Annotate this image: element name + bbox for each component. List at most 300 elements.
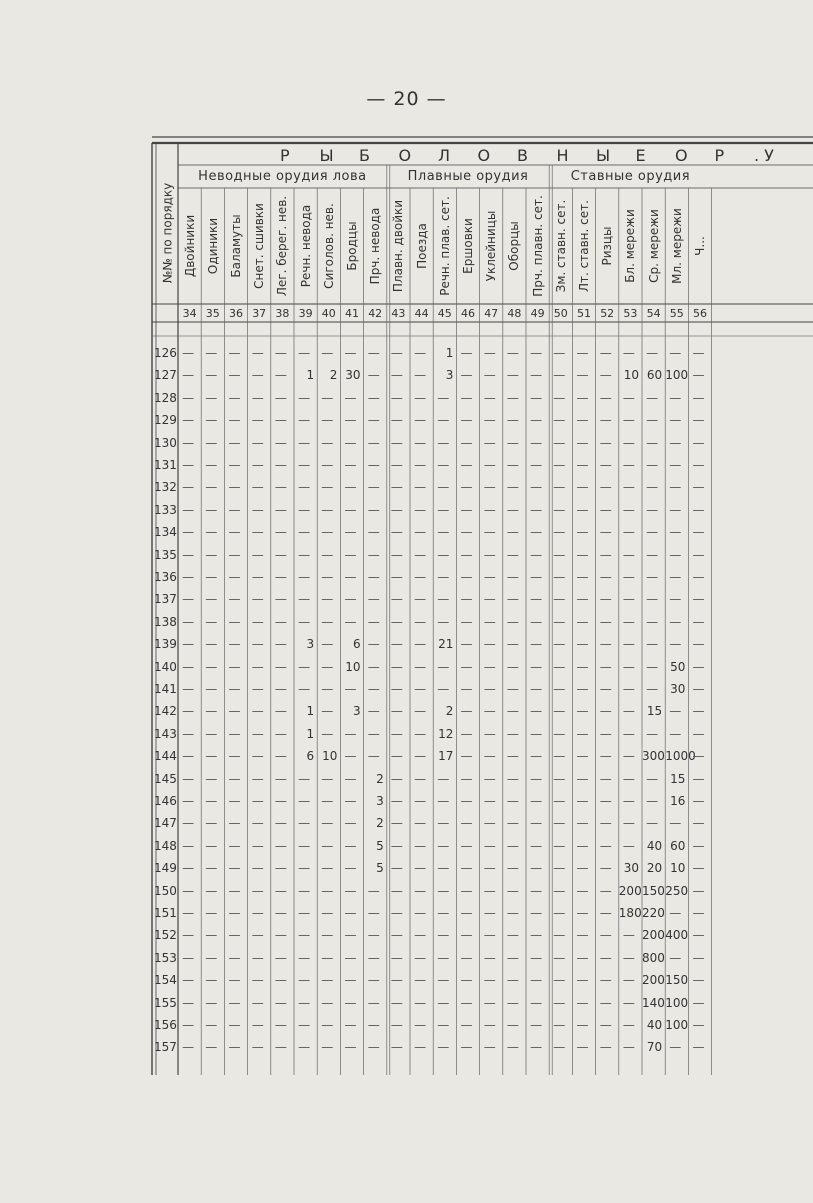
table-cell-value: 180 (618, 906, 642, 920)
table-cell-empty: — (390, 682, 403, 696)
table-cell-empty: — (182, 659, 195, 674)
table-cell-empty: — (321, 525, 334, 540)
table-cell-empty: — (182, 995, 195, 1010)
table-cell-value: 30 (623, 861, 639, 876)
table-cell-empty: — (669, 950, 682, 965)
band-title-letter: Р (280, 146, 290, 165)
table-cell-empty: — (553, 928, 566, 943)
table-cell-empty: — (182, 637, 195, 652)
column-number: 51 (576, 307, 591, 320)
table-cell-empty: — (599, 682, 612, 696)
table-cell-empty: — (390, 525, 403, 540)
table-cell-value: 1 (306, 704, 315, 719)
table-cell-empty: — (205, 614, 218, 629)
table-cell-empty: — (344, 480, 357, 495)
table-cell-empty: — (321, 346, 334, 360)
table-cell-empty: — (622, 390, 635, 405)
table-cell-empty: — (530, 883, 543, 898)
column-header: Оборцы (507, 221, 522, 271)
table-cell-empty: — (576, 704, 589, 719)
table-cell-empty: — (182, 704, 195, 719)
table-cell-empty: — (692, 390, 705, 405)
table-cell-empty: — (483, 570, 496, 584)
table-cell-empty: — (182, 413, 195, 428)
table-cell-empty: — (251, 614, 264, 629)
table-cell-empty: — (599, 435, 612, 450)
table-cell-empty: — (646, 794, 659, 808)
table-cell-empty: — (298, 614, 311, 629)
table-cell-empty: — (298, 861, 311, 876)
table-cell-empty: — (622, 794, 635, 808)
table-cell-empty: — (205, 973, 218, 988)
table-cell-empty: — (344, 614, 357, 629)
table-cell-empty: — (321, 458, 334, 472)
table-cell-empty: — (460, 435, 473, 450)
table-cell-empty: — (205, 749, 218, 764)
table-cell-empty: — (414, 883, 427, 898)
table-cell-empty: — (228, 749, 241, 764)
table-cell-value: 15 (670, 771, 686, 786)
row-number: 130 (154, 435, 177, 450)
table-cell-empty: — (553, 413, 566, 428)
table-cell-value: 140 (642, 995, 665, 1010)
table-cell-empty: — (530, 570, 543, 584)
row-number: 126 (154, 346, 177, 360)
table-cell-empty: — (390, 704, 403, 719)
column-header: Двойники (182, 214, 197, 278)
table-cell-empty: — (205, 906, 218, 920)
table-cell-empty: — (367, 682, 380, 696)
table-cell-empty: — (274, 637, 287, 652)
table-cell-empty: — (321, 995, 334, 1010)
table-cell-empty: — (344, 726, 357, 741)
table-cell-empty: — (390, 883, 403, 898)
table-cell-empty: — (182, 861, 195, 876)
table-cell-empty: — (437, 794, 450, 808)
table-cell-empty: — (530, 838, 543, 853)
table-cell-empty: — (553, 682, 566, 696)
table-cell-empty: — (367, 346, 380, 360)
table-cell-empty: — (228, 704, 241, 719)
table-cell-empty: — (228, 1040, 241, 1055)
table-cell-empty: — (460, 771, 473, 786)
table-cell-empty: — (622, 547, 635, 562)
table-cell-empty: — (599, 704, 612, 719)
table-cell-empty: — (622, 413, 635, 428)
column-number: 35 (205, 307, 220, 320)
table-cell-empty: — (669, 704, 682, 719)
table-cell-empty: — (298, 659, 311, 674)
table-cell-empty: — (692, 614, 705, 629)
table-cell-empty: — (483, 838, 496, 853)
table-cell-empty: — (553, 771, 566, 786)
column-header: Прч. плавн. сет. (530, 195, 545, 297)
table-cell-empty: — (205, 502, 218, 517)
column-header: Речн. невода (298, 204, 313, 288)
table-cell-empty: — (646, 413, 659, 428)
table-cell-empty: — (576, 816, 589, 831)
table-cell-empty: — (669, 458, 682, 472)
table-cell-empty: — (622, 614, 635, 629)
table-cell-empty: — (506, 480, 519, 495)
table-cell-empty: — (344, 950, 357, 965)
row-header-label-text: №№ по порядку (160, 182, 174, 283)
table-cell-empty: — (460, 950, 473, 965)
table-cell-empty: — (553, 525, 566, 540)
table-cell-empty: — (460, 861, 473, 876)
row-number: 132 (154, 480, 177, 495)
table-cell-empty: — (321, 816, 334, 831)
table-cell-empty: — (228, 368, 241, 383)
table-cell-value: 15 (646, 704, 663, 719)
table-cell-value: 40 (646, 838, 663, 853)
table-cell-empty: — (251, 928, 264, 943)
table-cell-empty: — (367, 502, 380, 517)
table-cell-empty: — (483, 794, 496, 808)
table-cell-empty: — (553, 816, 566, 831)
table-cell-empty: — (298, 771, 311, 786)
table-cell-empty: — (205, 368, 218, 383)
table-cell-empty: — (460, 883, 473, 898)
table-cell-empty: — (530, 525, 543, 540)
table-cell-empty: — (646, 771, 659, 786)
table-cell-empty: — (530, 749, 543, 764)
table-cell-empty: — (460, 547, 473, 562)
table-cell-empty: — (692, 726, 705, 741)
table-cell-empty: — (414, 816, 427, 831)
table-cell-empty: — (182, 973, 195, 988)
table-cell-empty: — (344, 995, 357, 1010)
table-cell-empty: — (483, 458, 496, 472)
table-cell-empty: — (576, 458, 589, 472)
table-cell-empty: — (622, 592, 635, 607)
table-cell-empty: — (321, 570, 334, 584)
table-cell-empty: — (251, 726, 264, 741)
table-cell-empty: — (506, 614, 519, 629)
table-cell-empty: — (251, 502, 264, 517)
table-cell-value: 2 (376, 816, 384, 831)
table-cell-empty: — (483, 726, 496, 741)
table-cell-empty: — (622, 682, 635, 696)
band-title-letter: Е (635, 146, 646, 165)
table-cell-empty: — (530, 928, 543, 943)
table-cell-empty: — (553, 1018, 566, 1032)
row-number: 153 (154, 950, 177, 965)
column-header: Снет. сшивки (252, 203, 267, 289)
table-cell-empty: — (251, 883, 264, 898)
table-cell-empty: — (460, 614, 473, 629)
table-cell-empty: — (530, 346, 543, 360)
table-cell-empty: — (506, 771, 519, 786)
table-cell-empty: — (251, 704, 264, 719)
table-cell-empty: — (483, 346, 496, 360)
table-cell-empty: — (692, 570, 705, 584)
table-cell-empty: — (506, 592, 519, 607)
table-cell-empty: — (390, 480, 403, 495)
table-cell-empty: — (367, 928, 380, 943)
column-number: 56 (692, 307, 707, 320)
column-number: 54 (646, 307, 661, 320)
table-cell-empty: — (321, 637, 334, 652)
table-cell-empty: — (576, 906, 589, 920)
table-cell-empty: — (390, 346, 403, 360)
table-cell-empty: — (205, 838, 218, 853)
table-cell-empty: — (228, 346, 241, 360)
table-cell-empty: — (251, 570, 264, 584)
table-cell-empty: — (669, 906, 682, 920)
table-cell-empty: — (344, 1018, 357, 1032)
row-number: 145 (154, 771, 177, 786)
table-cell-empty: — (298, 906, 311, 920)
row-number: 133 (154, 502, 177, 517)
table-cell-empty: — (228, 413, 241, 428)
table-cell-empty: — (437, 659, 450, 674)
table-cell-empty: — (344, 525, 357, 540)
table-cell-empty: — (692, 794, 705, 808)
table-cell-empty: — (205, 704, 218, 719)
table-cell-empty: — (274, 570, 287, 584)
column-header: Мл. мережи (669, 208, 684, 284)
table-cell-empty: — (576, 659, 589, 674)
table-cell-empty: — (599, 861, 612, 876)
band-title-letter: Р (714, 146, 725, 165)
table-cell-value: 200 (642, 973, 665, 988)
table-cell-empty: — (321, 1018, 334, 1032)
table-cell-empty: — (506, 883, 519, 898)
table-cell-empty: — (274, 480, 287, 495)
table-cell-empty: — (553, 502, 566, 517)
table-cell-empty: — (530, 995, 543, 1010)
table-cell-empty: — (646, 570, 659, 584)
row-number: 154 (154, 973, 177, 988)
table-cell-empty: — (414, 413, 427, 428)
table-cell-value: 300 (642, 749, 665, 764)
table-cell-empty: — (599, 794, 612, 808)
table-cell-empty: — (390, 950, 403, 965)
table-cell-empty: — (646, 614, 659, 629)
table-cell-empty: — (228, 592, 241, 607)
row-number: 155 (154, 995, 177, 1010)
table-cell-empty: — (228, 928, 241, 943)
table-cell-empty: — (344, 1040, 357, 1055)
table-cell-empty: — (321, 592, 334, 607)
table-cell-empty: — (692, 435, 705, 450)
table-cell-empty: — (228, 682, 241, 696)
table-cell-empty: — (274, 704, 287, 719)
row-number: 144 (154, 749, 177, 764)
table-cell-empty: — (228, 726, 241, 741)
table-cell-empty: — (205, 458, 218, 472)
table-cell-empty: — (321, 480, 334, 495)
table-cell-empty: — (646, 592, 659, 607)
table-cell-empty: — (553, 480, 566, 495)
table-cell-empty: — (599, 726, 612, 741)
table-cell-empty: — (669, 413, 682, 428)
table-cell-empty: — (182, 592, 195, 607)
table-cell-empty: — (390, 861, 403, 876)
table-cell-empty: — (576, 794, 589, 808)
table-cell-empty: — (344, 435, 357, 450)
table-cell-empty: — (437, 480, 450, 495)
table-cell-empty: — (553, 861, 566, 876)
table-cell-value: 50 (670, 659, 686, 674)
column-number: 49 (530, 307, 545, 320)
table-cell-empty: — (182, 838, 195, 853)
table-cell-empty: — (274, 928, 287, 943)
table-cell-empty: — (414, 390, 427, 405)
table-cell-empty: — (622, 637, 635, 652)
table-cell-empty: — (530, 547, 543, 562)
table-cell-empty: — (321, 502, 334, 517)
column-header: Речн. плав. сет. (437, 196, 452, 296)
table-cell-empty: — (460, 480, 473, 495)
table-cell-empty: — (390, 390, 403, 405)
table-cell-empty: — (228, 525, 241, 540)
table-cell-empty: — (182, 771, 195, 786)
table-cell-empty: — (622, 1018, 635, 1032)
table-cell-empty: — (506, 682, 519, 696)
table-cell-value: 1 (306, 368, 315, 383)
table-cell-empty: — (321, 659, 334, 674)
table-cell-empty: — (205, 883, 218, 898)
table-cell-empty: — (576, 413, 589, 428)
table-cell-empty: — (298, 390, 311, 405)
table-cell-empty: — (669, 502, 682, 517)
table-cell-empty: — (599, 480, 612, 495)
table-cell-empty: — (298, 995, 311, 1010)
table-cell-empty: — (553, 749, 566, 764)
table-cell-empty: — (228, 838, 241, 853)
table-cell-empty: — (321, 906, 334, 920)
table-cell-empty: — (622, 659, 635, 674)
table-cell-empty: — (530, 906, 543, 920)
table-cell-empty: — (274, 346, 287, 360)
row-number: 157 (154, 1040, 177, 1055)
row-number: 134 (154, 525, 177, 540)
band-title-letter: . У (754, 146, 774, 165)
table-cell-empty: — (321, 1040, 334, 1055)
table-cell-empty: — (483, 950, 496, 965)
table-cell-empty: — (228, 995, 241, 1010)
table-cell-empty: — (228, 390, 241, 405)
table-cell-empty: — (460, 1040, 473, 1055)
table-cell-empty: — (483, 502, 496, 517)
column-number: 46 (460, 307, 475, 320)
table-cell-empty: — (437, 883, 450, 898)
table-cell-empty: — (506, 928, 519, 943)
table-cell-empty: — (553, 458, 566, 472)
table-cell-empty: — (483, 704, 496, 719)
table-cell-empty: — (692, 906, 705, 920)
table-cell-empty: — (576, 950, 589, 965)
table-cell-empty: — (599, 838, 612, 853)
table-cell-empty: — (205, 659, 218, 674)
table-cell-empty: — (692, 704, 705, 719)
table-cell-empty: — (669, 1040, 682, 1055)
table-cell-empty: — (367, 1018, 380, 1032)
table-cell-value: 21 (438, 637, 454, 652)
table-cell-empty: — (599, 950, 612, 965)
table-cell-value: 100 (665, 368, 689, 383)
table-cell-empty: — (182, 682, 195, 696)
table-cell-empty: — (460, 390, 473, 405)
table-cell-empty: — (437, 995, 450, 1010)
table-cell-empty: — (274, 614, 287, 629)
table-cell-empty: — (182, 480, 195, 495)
table-cell-empty: — (251, 838, 264, 853)
table-cell-empty: — (228, 906, 241, 920)
table-cell-empty: — (460, 816, 473, 831)
table-cell-empty: — (437, 592, 450, 607)
table-cell-empty: — (251, 346, 264, 360)
table-cell-empty: — (460, 525, 473, 540)
table-cell-value: 40 (646, 1018, 663, 1032)
table-cell-empty: — (344, 771, 357, 786)
table-cell-empty: — (692, 525, 705, 540)
table-cell-empty: — (182, 547, 195, 562)
table-cell-empty: — (390, 995, 403, 1010)
row-number: 137 (154, 592, 177, 607)
row-number: 141 (154, 682, 177, 696)
table-cell-empty: — (576, 390, 589, 405)
table-cell-empty: — (646, 659, 659, 674)
table-cell-empty: — (437, 614, 450, 629)
band-title-letter: Н (556, 146, 569, 165)
table-cell-value: 150 (665, 973, 689, 988)
table-cell-empty: — (205, 771, 218, 786)
table-cell-empty: — (622, 816, 635, 831)
table-cell-empty: — (692, 995, 705, 1010)
table-cell-empty: — (692, 838, 705, 853)
table-cell-empty: — (274, 838, 287, 853)
column-header: Бл. мережи (623, 209, 638, 283)
page-number: — 20 — (366, 88, 447, 110)
table-cell-empty: — (622, 502, 635, 517)
table-cell-empty: — (298, 1018, 311, 1032)
table-cell-empty: — (298, 950, 311, 965)
table-cell-empty: — (622, 771, 635, 786)
table-cell-empty: — (692, 502, 705, 517)
table-cell-empty: — (251, 659, 264, 674)
table-cell-empty: — (530, 1040, 543, 1055)
table-cell-empty: — (506, 458, 519, 472)
table-cell-empty: — (576, 682, 589, 696)
table-cell-empty: — (367, 995, 380, 1010)
table-cell-empty: — (182, 794, 195, 808)
table-cell-empty: — (669, 346, 682, 360)
table-cell-empty: — (390, 726, 403, 741)
table-cell-empty: — (251, 861, 264, 876)
table-cell-empty: — (414, 704, 427, 719)
table-cell-empty: — (274, 592, 287, 607)
column-group-header: Плавные орудия (407, 169, 529, 184)
table-cell-value: 100 (665, 995, 689, 1010)
table-cell-empty: — (622, 726, 635, 741)
table-cell-empty: — (274, 794, 287, 808)
table-cell-empty: — (622, 704, 635, 719)
table-cell-empty: — (182, 390, 195, 405)
table-cell-empty: — (530, 502, 543, 517)
table-cell-empty: — (228, 771, 241, 786)
table-cell-empty: — (646, 726, 659, 741)
table-cell-empty: — (553, 547, 566, 562)
table-cell-empty: — (506, 861, 519, 876)
table-cell-empty: — (483, 368, 496, 383)
table-cell-empty: — (576, 346, 589, 360)
table-cell-empty: — (205, 346, 218, 360)
table-cell-empty: — (205, 995, 218, 1010)
table-cell-empty: — (414, 771, 427, 786)
